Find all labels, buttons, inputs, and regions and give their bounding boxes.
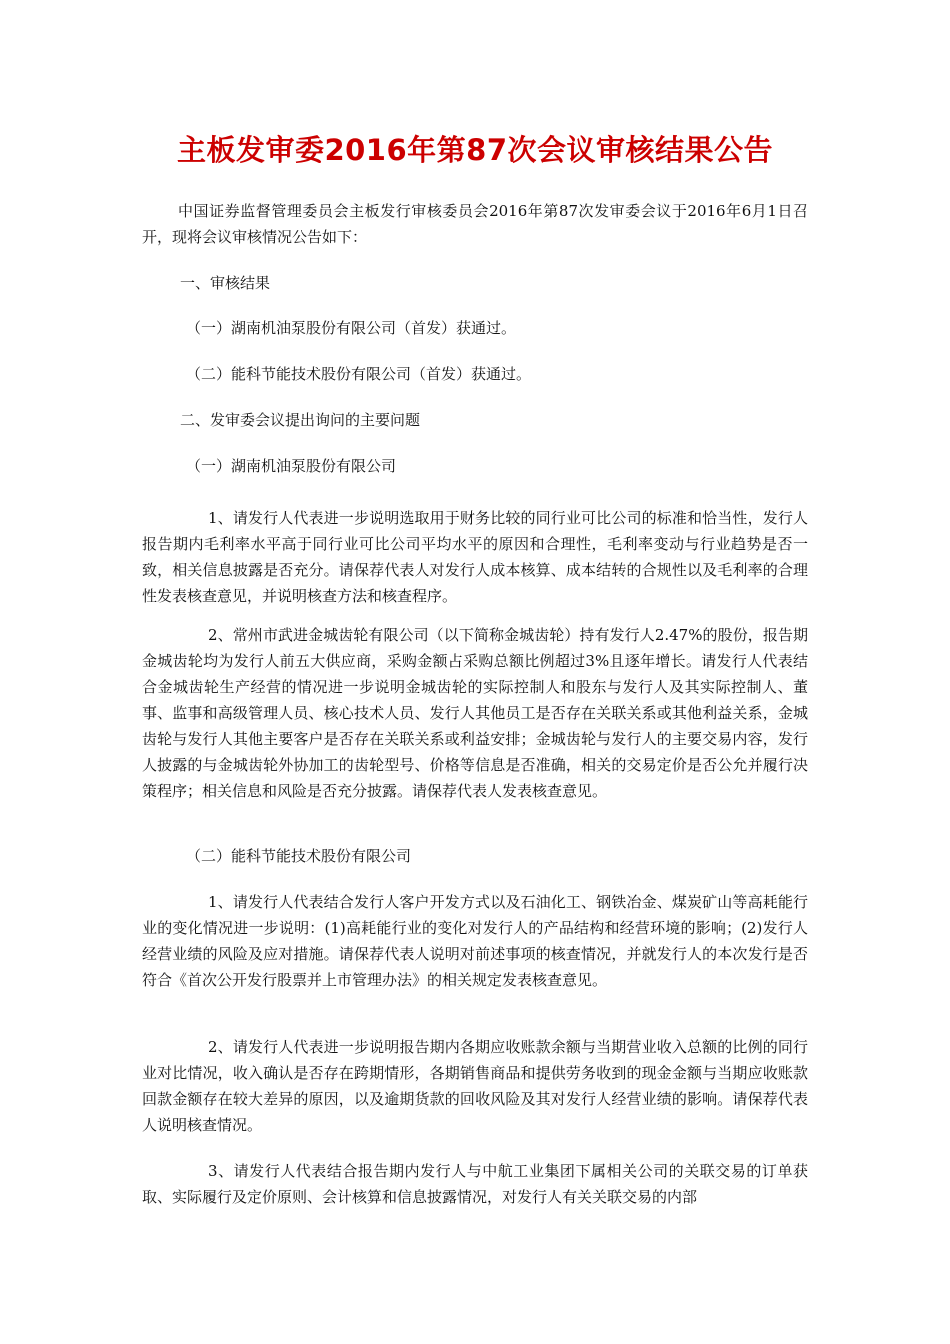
company-heading: （二）能科节能技术股份有限公司 <box>186 847 412 865</box>
question-paragraph: 3、请发行人代表结合报告期内发行人与中航工业集团下属相关公司的关联交易的订单获取、实际履行及定价原则、会计核算和信息披露情况，对发行人有关关联交易的内部 <box>142 1162 808 1206</box>
intro-paragraph: 中国证券监督管理委员会主板发行审核委员会2016年第87次发审委会议于2016年6月1日召开，现将会议审核情况公告如下： <box>142 202 808 246</box>
result-item: （二）能科节能技术股份有限公司（首发）获通过。 <box>186 365 532 383</box>
section-heading-review-results: 一、审核结果 <box>180 274 271 292</box>
question-paragraph: 2、请发行人代表进一步说明报告期内各期应收账款余额与当期营业收入总额的比例的同行业对比情况，收入确认是否存在跨期情形，各期销售商品和提供劳务收到的现金金额与当期应收账款回款金额存在较大差异的原因，以及逾期货款的回收风险及其对发行人经营业绩的影响。请保荐代表人说明核查情况。 <box>142 1038 808 1134</box>
question-paragraph: 2、常州市武进金城齿轮有限公司（以下简称金城齿轮）持有发行人2.47%的股份，报告期金城齿轮均为发行人前五大供应商，采购金额占采购总额比例超过3%且逐年增长。请发行人代表结合金城齿轮生产经营的情况进一步说明金城齿轮的实际控制人和股东与发行人及其实际控制人、董事、监事和高级管理人员、核心技术人员、发行人其他员工是否存在关联关系或其他利益关系，金城齿轮与发行人其他主要客户是否存在关联关系或利益安排；金城齿轮与发行人的主要交易内容，发行人披露的与金城齿轮外协加工的齿轮型号、价格等信息是否准确，相关的交易定价是否公允并履行决策程序；相关信息和风险是否充分披露。请保荐代表人发表核查意见。 <box>142 626 808 800</box>
section-heading-main-questions: 二、发审委会议提出询问的主要问题 <box>180 411 421 429</box>
question-paragraph: 1、请发行人代表结合发行人客户开发方式以及石油化工、钢铁冶金、煤炭矿山等高耗能行业的变化情况进一步说明：(1)高耗能行业的变化对发行人的产品结构和经营环境的影响；(2)发行人经营业绩的风险及应对措施。请保荐代表人说明对前述事项的核查情况，并就发行人的本次发行是否符合《首次公开发行股票并上市管理办法》的相关规定发表核查意见。 <box>142 893 808 989</box>
result-item: （一）湖南机油泵股份有限公司（首发）获通过。 <box>186 319 517 337</box>
page-title: 主板发审委2016年第87次会议审核结果公告 <box>176 133 774 167</box>
company-heading: （一）湖南机油泵股份有限公司 <box>186 457 397 475</box>
question-paragraph: 1、请发行人代表进一步说明选取用于财务比较的同行业可比公司的标准和恰当性，发行人报告期内毛利率水平高于同行业可比公司平均水平的原因和合理性，毛利率变动与行业趋势是否一致，相关信息披露是否充分。请保荐代表人对发行人成本核算、成本结转的合规性以及毛利率的合理性发表核查意见，并说明核查方法和核查程序。 <box>142 509 808 605</box>
